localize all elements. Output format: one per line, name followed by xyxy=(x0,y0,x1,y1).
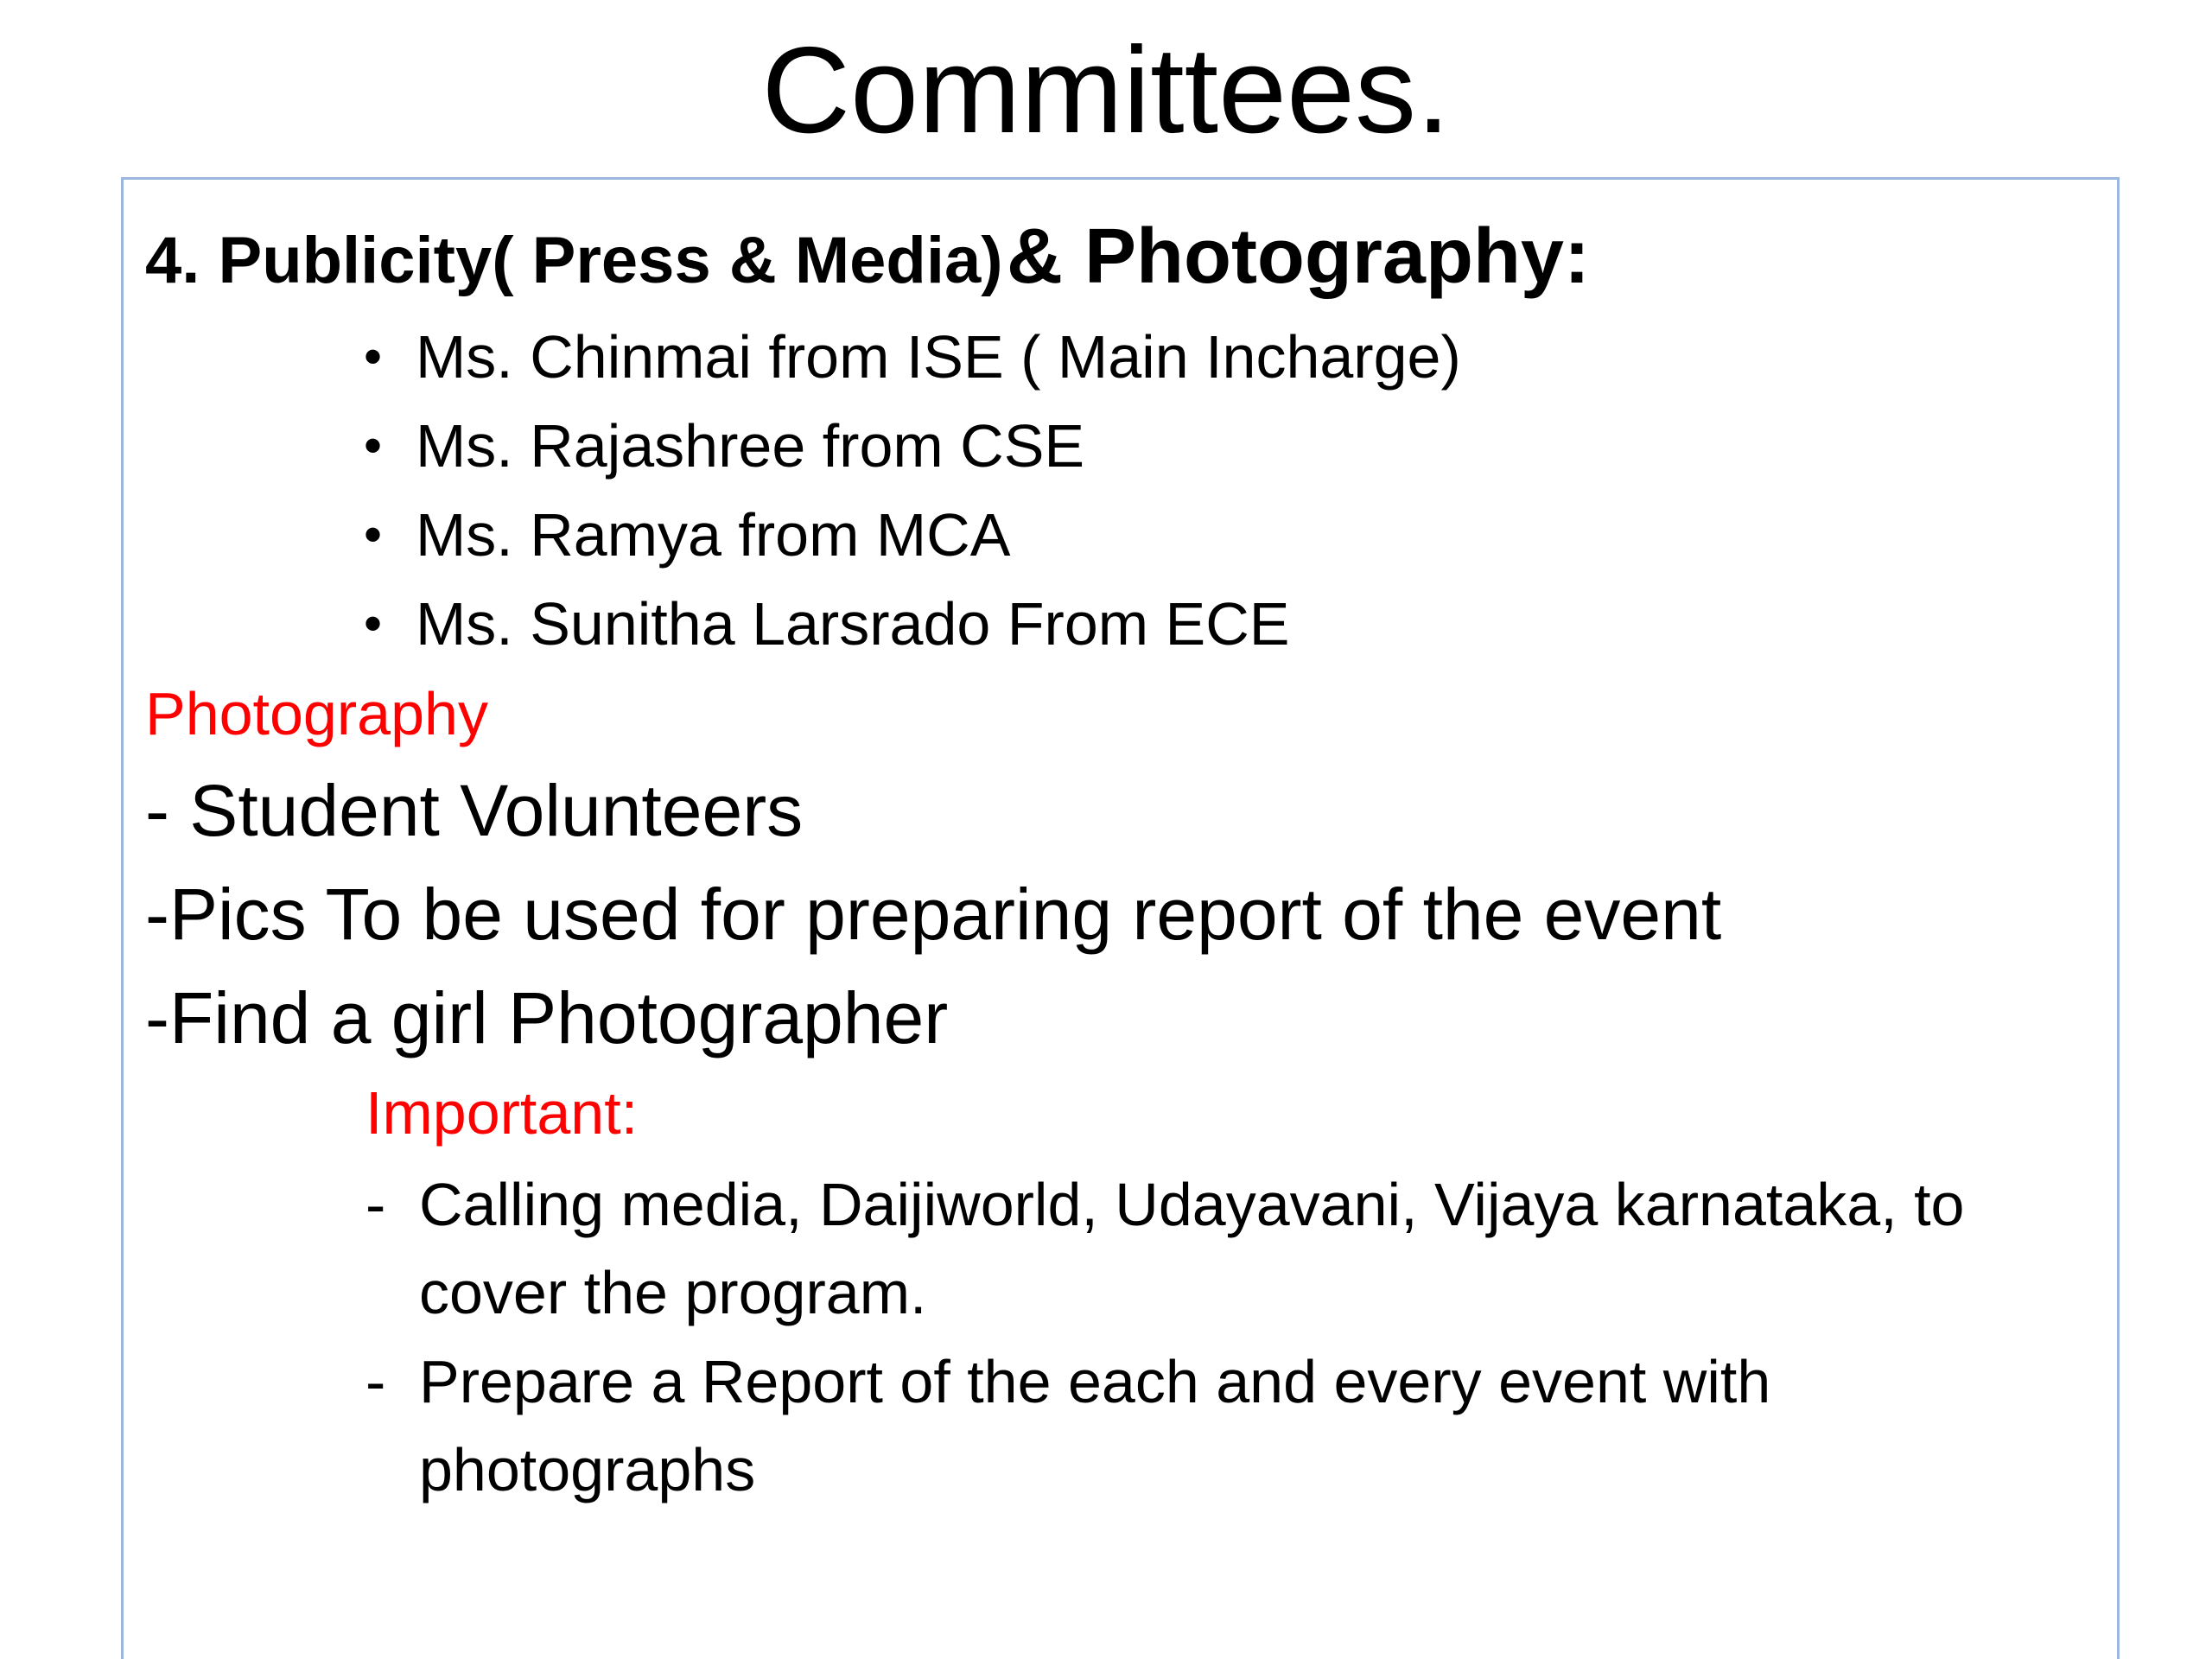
dash-marker: - xyxy=(365,1171,386,1238)
member-name: Ms. Sunitha Larsrado From ECE xyxy=(416,590,1290,658)
bullet-icon: • xyxy=(364,505,383,563)
photography-label: Photography xyxy=(145,680,488,747)
dash-marker: - xyxy=(365,1348,386,1415)
photography-line: - Student Volunteers xyxy=(145,770,804,851)
important-item-text: Calling media, Daijiworld, Udayavani, Vijaya karnataka, to cover the program. xyxy=(419,1171,1965,1326)
member-name: Ms. Chinmai from ISE ( Main Incharge) xyxy=(416,323,1461,391)
section-heading-part1: 4. Publicity( Press & Media) xyxy=(145,224,1003,297)
content-box xyxy=(121,177,2120,1659)
photography-line: -Pics To be used for preparing report of the event xyxy=(145,874,1722,955)
important-label: Important: xyxy=(365,1079,639,1147)
member-name: Ms. Ramya from MCA xyxy=(416,501,1011,569)
bullet-icon: • xyxy=(364,594,383,652)
photography-line: -Find a girl Photographer xyxy=(145,977,949,1058)
slide-title: Committees. xyxy=(761,22,1451,159)
section-heading xyxy=(145,209,1590,327)
important-item-text: Prepare a Report of the each and every event with photographs xyxy=(419,1348,1771,1503)
section-heading-part2: & Photography: xyxy=(1006,213,1590,300)
bullet-icon: • xyxy=(364,327,383,385)
member-name: Ms. Rajashree from CSE xyxy=(416,412,1085,480)
bullet-icon: • xyxy=(364,416,383,474)
